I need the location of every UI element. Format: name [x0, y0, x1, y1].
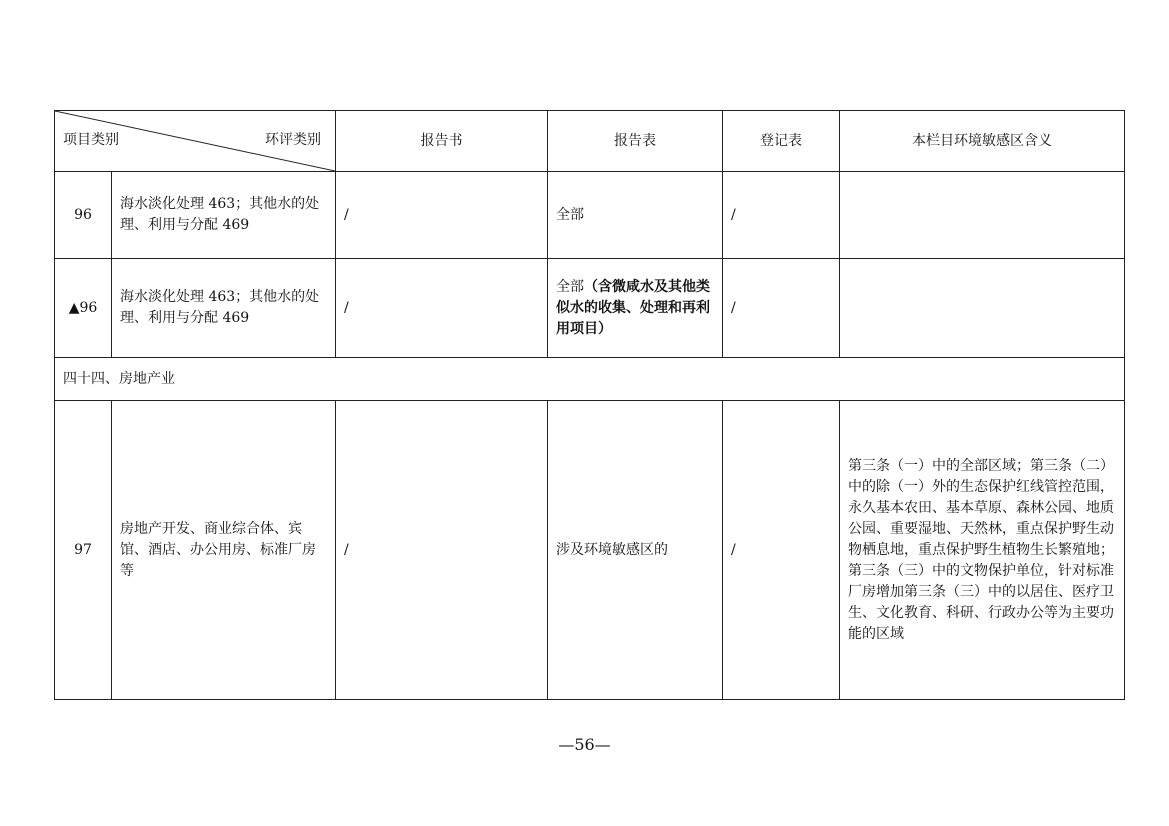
registration-form-header: 登记表	[723, 111, 840, 172]
section-row	[55, 358, 1125, 401]
report-book-cell: /	[336, 259, 548, 358]
project-name: 房地产开发、商业综合体、宾馆、酒店、办公用房、标准厂房等	[112, 401, 336, 700]
page-number: —56—	[558, 735, 611, 754]
report-book-header: 报告书	[336, 111, 548, 172]
registration-cell: /	[723, 172, 840, 259]
report-form-cell: 涉及环境敏感区的	[548, 401, 723, 700]
project-category-label: 项目类别	[63, 132, 119, 148]
eia-category-label: 环评类别	[265, 132, 321, 148]
sensitive-area-cell	[840, 172, 1125, 259]
eia-category-table	[54, 110, 1125, 700]
sensitive-area-header: 本栏目环境敏感区含义	[840, 111, 1125, 172]
row-number: ▲96	[55, 259, 112, 358]
row-number: 97	[55, 401, 112, 700]
report-book-cell: /	[336, 401, 548, 700]
section-title: 四十四、房地产业	[55, 358, 1125, 401]
report-form-text: 全部	[556, 206, 584, 223]
diagonal-header-cell	[55, 111, 336, 172]
report-form-cell	[548, 172, 723, 259]
registration-cell: /	[723, 401, 840, 700]
project-name: 海水淡化处理 463；其他水的处理、利用与分配 469	[112, 172, 336, 259]
report-form-text: 全部	[556, 278, 584, 295]
table-row	[55, 259, 1125, 358]
sensitive-area-cell: 第三条（一）中的全部区域；第三条（二）中的除（一）外的生态保护红线管控范围，永久基本农田、基本草原、森林公园、地质公园、重要湿地、天然林，重点保护野生动物栖息地，重点保护野生植物生长繁殖地；第三条（三）中的文物保护单位，针对标准厂房增加第三条（三）中的以居住、医疗卫生、文化教育、科研、行政办公等为主要功能的区域	[840, 401, 1125, 700]
row-number: 96	[55, 172, 112, 259]
report-form-header: 报告表	[548, 111, 723, 172]
report-form-bold-note: （含微咸水及其他类似水的收集、处理和再利用项目）	[556, 278, 710, 337]
table-header-row	[55, 111, 1125, 172]
table-row	[55, 401, 1125, 700]
registration-cell: /	[723, 259, 840, 358]
table-row	[55, 172, 1125, 259]
report-form-cell	[548, 259, 723, 358]
project-name: 海水淡化处理 463；其他水的处理、利用与分配 469	[112, 259, 336, 358]
sensitive-area-cell	[840, 259, 1125, 358]
report-book-cell: /	[336, 172, 548, 259]
